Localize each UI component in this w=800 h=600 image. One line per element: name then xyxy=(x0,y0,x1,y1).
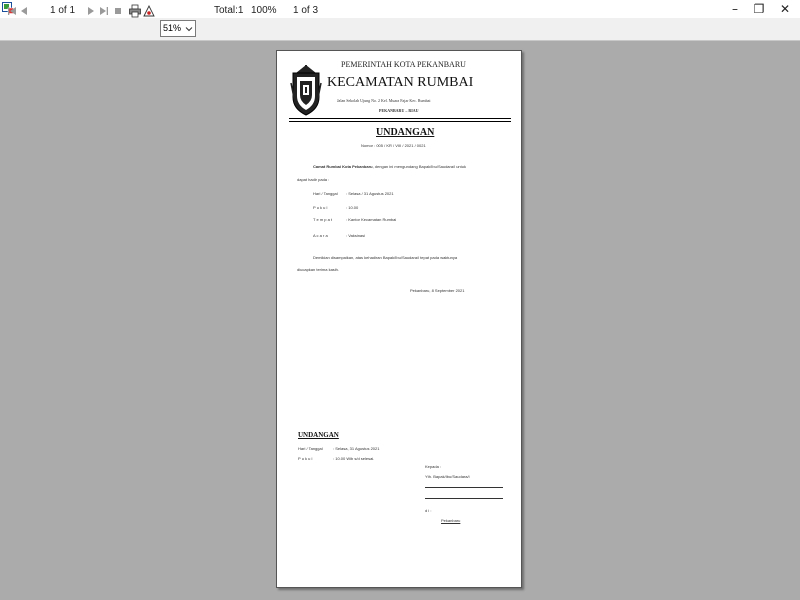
header-divider xyxy=(289,118,511,119)
detail-value: : Selasa / 31 Agustus 2021 xyxy=(346,191,394,196)
detail-value: : Kantor Kecamatan Rumbai xyxy=(346,217,397,222)
report-toolbar xyxy=(0,18,800,41)
maximize-button[interactable]: ❐ xyxy=(753,2,765,16)
slip-blank-line xyxy=(425,498,503,499)
letter-title: UNDANGAN xyxy=(376,127,435,138)
office-city: PEKANBARU – RIAU xyxy=(379,108,419,113)
detail-label: T e m p a t xyxy=(313,217,333,222)
slip-value: : 10.00 Wib s/d selesai. xyxy=(333,456,375,461)
opening-bold: Camat Rumbai Kota Pekanbaru xyxy=(313,164,373,169)
slip-label: P u k u l xyxy=(298,456,313,461)
first-page-icon[interactable] xyxy=(6,3,18,19)
slip-kepada: Kepada : xyxy=(425,464,442,469)
office-name: KECAMATAN RUMBAI xyxy=(327,75,474,90)
zoom-value: 51% xyxy=(163,23,182,33)
previous-page-icon[interactable] xyxy=(18,3,30,19)
slip-label: Hari / Tanggal xyxy=(298,446,323,451)
close-button[interactable]: ✕ xyxy=(779,2,791,16)
percent-label: 100% xyxy=(251,5,277,16)
report-page xyxy=(276,50,522,588)
slip-recipient: Yth. Bapak/Ibu/Saudara/i xyxy=(425,474,470,479)
detail-value: : 10.00 xyxy=(346,205,359,210)
coat-of-arms-emblem xyxy=(290,63,322,117)
opening-line xyxy=(313,164,466,169)
slip-value: : Selasa, 31 Agustus 2021 xyxy=(333,446,380,451)
print-icon[interactable] xyxy=(128,3,142,19)
detail-label: A c a r a xyxy=(313,233,328,238)
slip-blank-line xyxy=(425,487,503,488)
slip-title: UNDANGAN xyxy=(298,431,339,439)
total-label: Total:1 xyxy=(214,5,244,16)
closing-line: Demikian disampaikan, atas kehadiran Bapak/Ibu/Saudara/i tepat pada waktunya xyxy=(313,255,458,260)
closing-line-2: diucapkan terima kasih. xyxy=(297,267,340,272)
export-icon[interactable] xyxy=(142,3,156,19)
letter-number: Nomor : 005 / KR / VIII / 2021 / 0021 xyxy=(361,143,426,148)
detail-label: P u k u l xyxy=(313,205,328,210)
government-name: PEMERINTAH KOTA PEKANBARU xyxy=(341,60,466,69)
next-page-icon[interactable] xyxy=(85,3,97,19)
slip-di: d i : xyxy=(425,508,432,513)
opening-rest: , dengan ini mengundang Bapak/Ibu/Saudara/i untuk xyxy=(372,164,466,169)
chevron-down-icon xyxy=(185,25,193,33)
page-indicator: 1 of 1 xyxy=(50,5,76,16)
minimize-button[interactable]: – xyxy=(732,2,738,16)
office-address: Jalan Sekolah Ujung No. 2 Kel. Muara Fajar Kec. Rumbai xyxy=(337,98,431,103)
stop-icon[interactable] xyxy=(112,3,124,19)
slip-city: Pekanbaru xyxy=(441,518,461,523)
header-divider-thin xyxy=(289,121,511,122)
detail-value: : Vaksinasi xyxy=(346,233,366,238)
opening-line-2: dapat hadir pada : xyxy=(297,177,330,182)
zoom-select[interactable] xyxy=(160,20,196,37)
place-date: Pekanbaru, 8 September 2021 xyxy=(410,288,465,293)
records-label: 1 of 3 xyxy=(293,5,319,16)
last-page-icon[interactable] xyxy=(98,3,110,19)
detail-label: Hari / Tanggal xyxy=(313,191,338,196)
